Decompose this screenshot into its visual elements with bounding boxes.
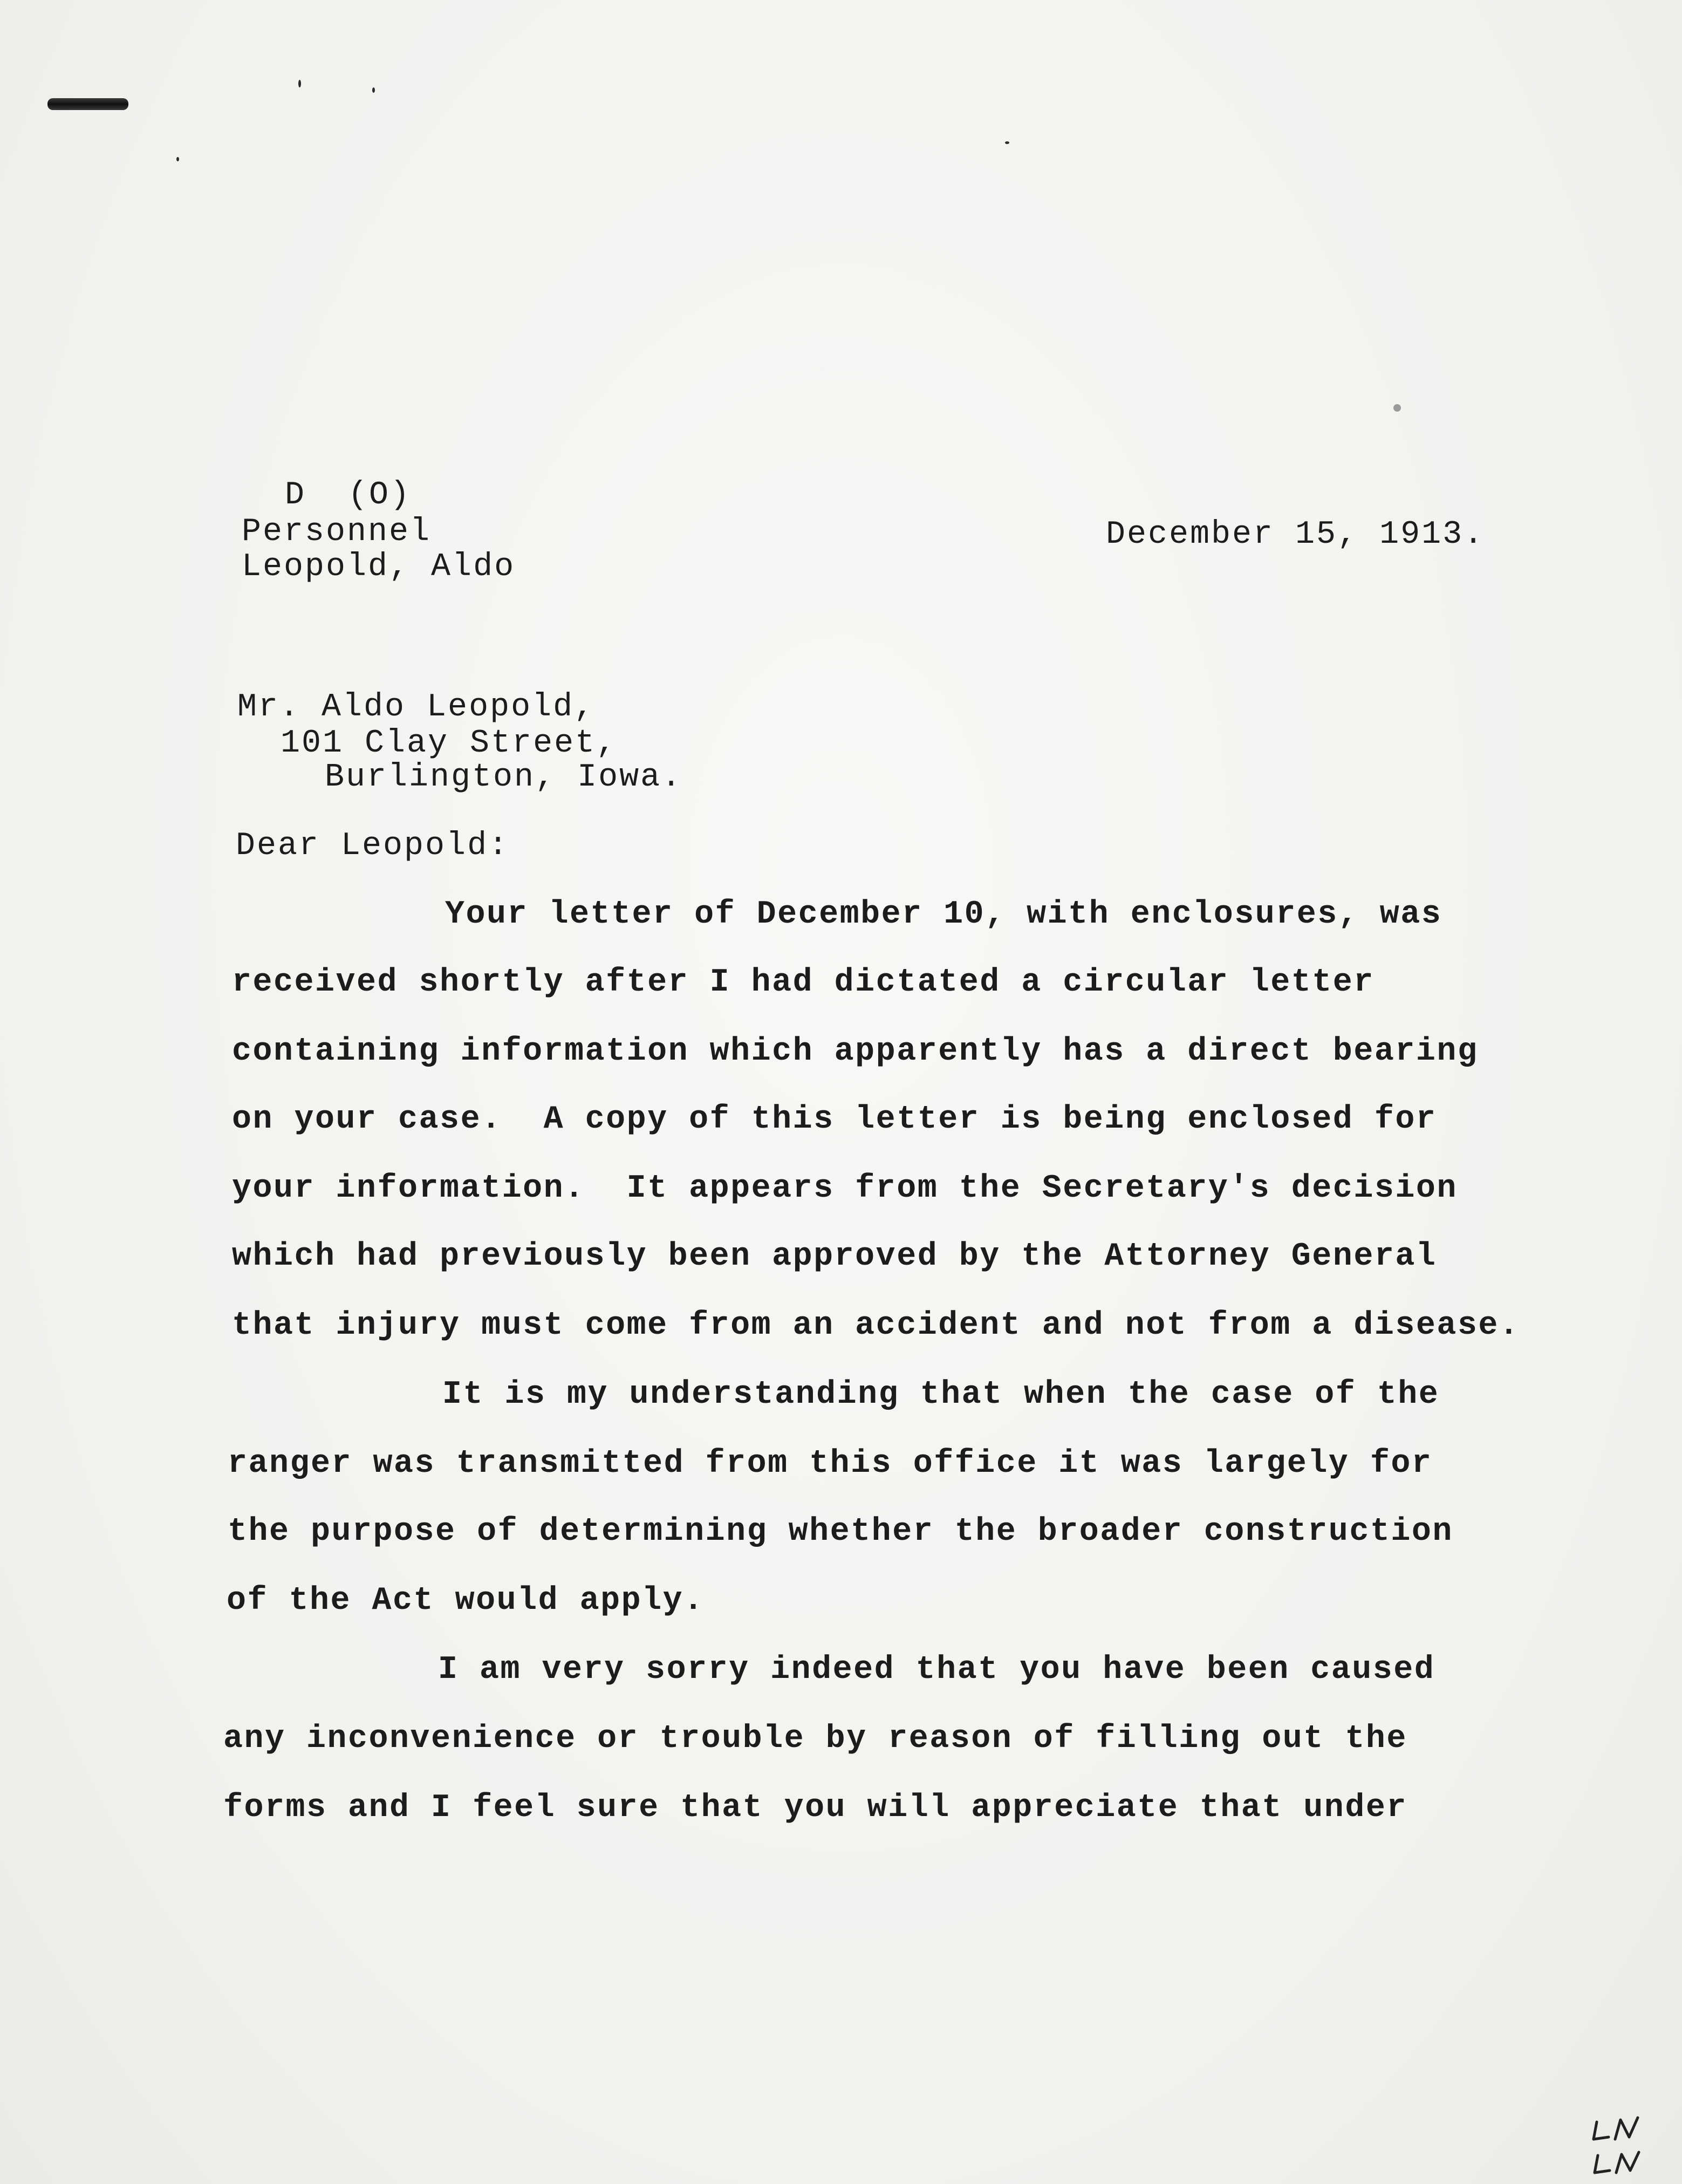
file-category: Personnel — [242, 514, 432, 550]
body-line: Your letter of December 10, with enclosures, was — [445, 896, 1442, 933]
body-line: of the Act would apply. — [227, 1582, 705, 1619]
body-line: on your case. A copy of this letter is being enclosed for — [232, 1101, 1437, 1138]
salutation: Dear Leopold: — [236, 828, 510, 864]
paper-speck — [372, 87, 375, 93]
body-line: any inconvenience or trouble by reason of filling out the — [223, 1721, 1407, 1757]
file-name: Leopold, Aldo — [242, 549, 516, 585]
body-line: which had previously been approved by the Attorney General — [232, 1238, 1437, 1275]
paper-speck — [176, 157, 179, 161]
paper-speck — [1005, 141, 1009, 144]
paper-speck — [1393, 404, 1401, 412]
body-line: received shortly after I had dictated a circular letter — [232, 964, 1375, 1001]
recipient-city: Burlington, Iowa. — [325, 759, 683, 796]
body-line: containing information which apparently has a direct bearing — [232, 1033, 1479, 1070]
body-line: forms and I feel sure that you will appreciate that under — [223, 1790, 1407, 1826]
recipient-name: Mr. Aldo Leopold, — [237, 689, 596, 726]
file-code: D (O) — [285, 477, 412, 514]
body-line: It is my understanding that when the case of the — [442, 1376, 1440, 1413]
body-line: your information. It appears from the Secretary's decision — [232, 1170, 1458, 1207]
handwritten-initials — [1586, 2112, 1651, 2177]
body-line: the purpose of determining whether the broader construction — [228, 1513, 1453, 1550]
body-line: that injury must come from an accident and not from a disease. — [232, 1307, 1520, 1344]
paper-speck — [298, 80, 301, 87]
letter-date: December 15, 1913. — [1106, 516, 1485, 553]
body-line: I am very sorry indeed that you have been caused — [438, 1651, 1435, 1688]
staple-mark — [47, 98, 128, 110]
recipient-street: 101 Clay Street, — [281, 725, 618, 762]
body-line: ranger was transmitted from this office it was largely for — [228, 1445, 1433, 1482]
